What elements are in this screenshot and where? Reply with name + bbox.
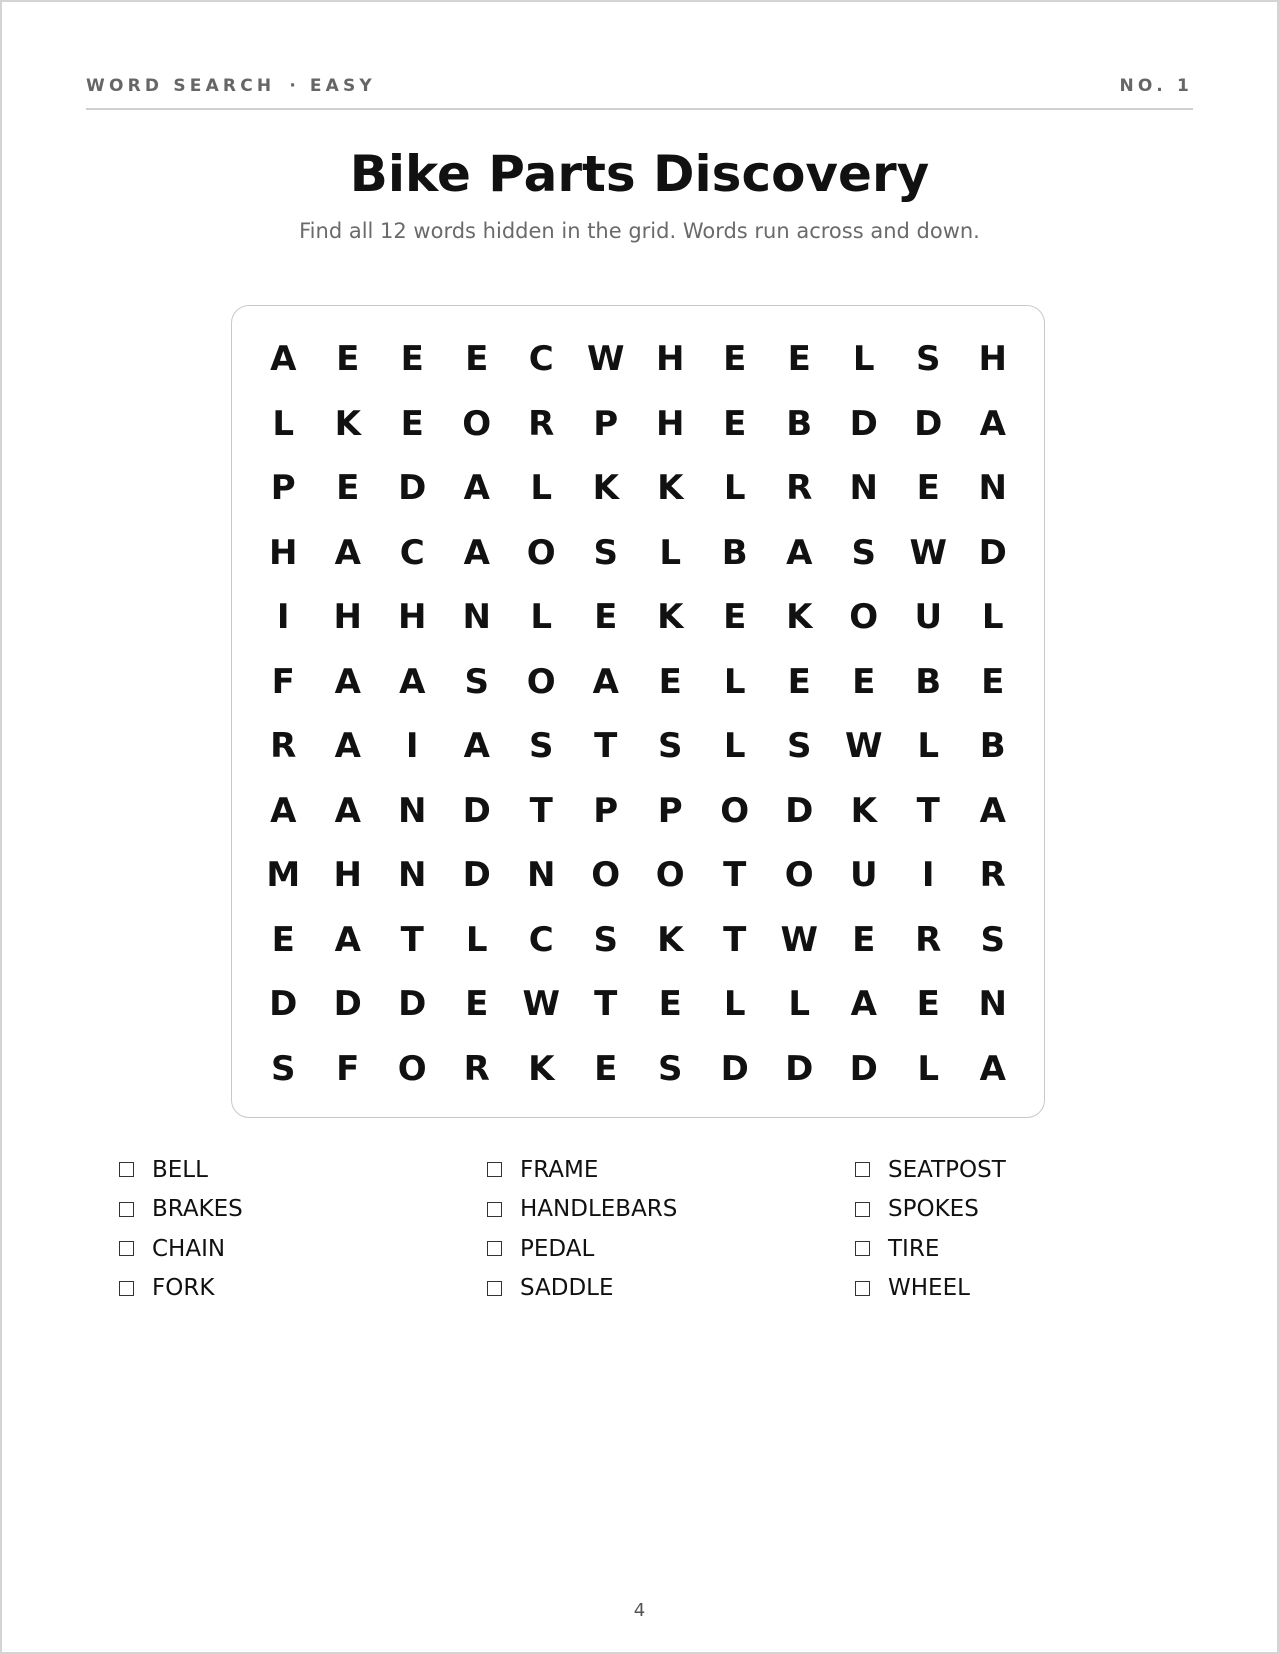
grid-cell[interactable]: A [463,532,490,573]
grid-cell[interactable]: N [978,984,1007,1025]
grid-cell[interactable]: K [592,468,619,509]
grid-cell[interactable]: C [528,339,554,380]
grid-cell[interactable]: A [463,726,490,767]
grid-cell[interactable]: L [917,726,940,767]
word-label: HANDLEBARS [520,1196,678,1223]
word-list-item [855,1150,1223,1190]
grid-cell[interactable]: K [786,597,813,638]
word-label: FRAME [520,1156,599,1183]
grid-cell[interactable]: W [909,532,947,573]
grid-cell[interactable]: E [658,984,682,1025]
grid-cell[interactable]: D [462,790,491,831]
grid-cell[interactable]: N [398,855,427,896]
puzzle-kicker [86,76,376,96]
grid-cell[interactable]: E [723,403,747,444]
grid-cell[interactable]: T [594,984,618,1025]
word-label: BRAKES [152,1196,243,1223]
word-label: SADDLE [520,1275,614,1302]
grid-cell[interactable]: P [270,468,296,509]
grid-cell[interactable]: O [397,1048,427,1089]
grid-cell[interactable]: B [721,532,748,573]
grid-cell[interactable]: K [850,790,877,831]
grid-cell[interactable]: H [269,532,298,573]
grid-cell[interactable]: H [656,339,685,380]
grid-cell[interactable]: H [333,855,362,896]
grid-cell[interactable]: W [522,984,560,1025]
grid-cell[interactable]: E [658,661,682,702]
grid-cell[interactable]: N [849,468,878,509]
grid-cell[interactable]: S [271,1048,296,1089]
grid-cell[interactable]: O [784,855,814,896]
word-list-item [487,1229,855,1269]
grid-cell[interactable]: O [591,855,621,896]
grid-cell[interactable]: T [723,855,747,896]
grid-cell[interactable]: L [723,468,746,509]
grid-cell[interactable]: F [271,661,295,702]
grid-cell[interactable]: P [657,790,683,831]
grid-cell[interactable]: A [399,661,426,702]
letter-grid [251,327,1025,1101]
kicker-separator: · [289,76,296,96]
grid-cell[interactable]: D [849,403,878,444]
grid-cell[interactable]: E [336,339,360,380]
word-label: FORK [152,1275,215,1302]
puzzle-type: WORD SEARCH [86,76,276,96]
word-checkbox[interactable] [487,1162,502,1177]
grid-cell[interactable]: B [786,403,813,444]
word-label: TIRE [888,1235,940,1262]
grid-cell[interactable]: S [916,339,941,380]
grid-cell[interactable]: D [269,984,298,1025]
grid-cell[interactable]: A [334,790,361,831]
grid-cell[interactable]: A [592,661,619,702]
grid-cell[interactable]: D [785,790,814,831]
grid-cell[interactable]: E [465,984,489,1025]
grid-cell[interactable]: A [850,984,877,1025]
grid-cell[interactable]: L [530,597,553,638]
grid-cell[interactable]: F [336,1048,360,1089]
grid-cell[interactable]: A [979,790,1006,831]
word-checkbox[interactable] [119,1162,134,1177]
grid-cell[interactable]: A [270,339,297,380]
grid-cell[interactable]: C [399,532,425,573]
word-list-item [119,1150,487,1190]
grid-cell[interactable]: A [334,919,361,960]
grid-cell[interactable]: D [849,1048,878,1089]
grid-cell[interactable]: E [852,919,876,960]
grid-cell[interactable]: A [270,790,297,831]
grid-cell[interactable]: E [400,339,424,380]
grid-cell[interactable]: A [334,532,361,573]
grid-cell[interactable]: O [526,661,556,702]
word-list-item [855,1190,1223,1230]
instructions: Find all 12 words hidden in the grid. Words run across and down. [299,219,980,243]
grid-cell[interactable]: H [333,597,362,638]
grid-cell[interactable]: O [849,597,879,638]
puzzle-number: NO. 1 [1119,76,1193,96]
grid-cell[interactable]: W [780,919,818,960]
grid-cell[interactable]: C [528,919,554,960]
grid-cell[interactable]: O [526,532,556,573]
word-label: SEATPOST [888,1156,1006,1183]
grid-cell[interactable]: L [272,403,295,444]
word-list-item [487,1269,855,1309]
grid-cell[interactable]: E [787,661,811,702]
word-checkbox[interactable] [855,1162,870,1177]
grid-cell[interactable]: D [398,984,427,1025]
grid-cell[interactable]: E [594,1048,618,1089]
grid-cell[interactable]: B [915,661,942,702]
grid-cell[interactable]: E [916,468,940,509]
word-checkbox[interactable] [119,1241,134,1256]
grid-cell[interactable]: A [786,532,813,573]
grid-cell[interactable]: K [528,1048,555,1089]
grid-cell[interactable]: E [723,597,747,638]
grid-cell[interactable]: R [915,919,942,960]
grid-cell[interactable]: D [462,855,491,896]
grid-cell[interactable]: S [658,726,683,767]
grid-cell[interactable]: B [979,726,1006,767]
grid-cell[interactable]: N [398,790,427,831]
word-label: BELL [152,1156,208,1183]
grid-cell[interactable]: P [593,403,619,444]
page-header [86,76,1193,110]
grid-cell[interactable]: W [844,726,883,767]
grid-cell[interactable]: K [657,919,684,960]
word-checkbox[interactable] [487,1281,502,1296]
grid-cell[interactable]: D [785,1048,814,1089]
grid-cell[interactable]: T [723,919,747,960]
grid-cell[interactable]: M [266,855,301,896]
grid-cell[interactable]: S [851,532,876,573]
word-label: PEDAL [520,1235,595,1262]
grid-cell[interactable]: H [978,339,1007,380]
word-checkbox[interactable] [119,1281,134,1296]
word-label: SPOKES [888,1196,979,1223]
grid-cell[interactable]: T [916,790,940,831]
word-label: CHAIN [152,1235,226,1262]
grid-cell[interactable]: T [400,919,424,960]
word-list-item [855,1229,1223,1269]
word-list-item [487,1190,855,1230]
grid-cell[interactable]: S [593,919,618,960]
word-checkbox[interactable] [855,1281,870,1296]
grid-cell[interactable]: O [462,403,492,444]
grid-cell[interactable]: S [464,661,489,702]
word-checkbox[interactable] [119,1202,134,1217]
grid-cell[interactable]: I [276,597,290,638]
grid-cell[interactable]: S [529,726,554,767]
grid-cell[interactable]: E [465,339,489,380]
grid-cell[interactable]: K [334,403,361,444]
grid-cell[interactable]: L [723,661,746,702]
grid-cell[interactable]: D [978,532,1007,573]
grid-cell[interactable]: L [465,919,488,960]
grid-cell[interactable]: A [334,726,361,767]
word-list-item [855,1269,1223,1309]
grid-cell[interactable]: R [979,855,1006,896]
grid-cell[interactable]: A [979,403,1006,444]
word-label: WHEEL [888,1275,970,1302]
grid-cell[interactable]: P [593,790,619,831]
grid-cell[interactable]: O [655,855,685,896]
grid-cell[interactable]: L [788,984,811,1025]
word-checkbox[interactable] [855,1202,870,1217]
grid-cell[interactable]: L [723,984,746,1025]
grid-cell[interactable]: E [400,403,424,444]
grid-cell[interactable]: D [914,403,943,444]
grid-cell[interactable]: E [981,661,1005,702]
grid-cell[interactable]: U [914,597,943,638]
word-list-item [487,1150,855,1190]
grid-cell[interactable]: L [530,468,553,509]
grid-cell[interactable]: N [527,855,556,896]
grid-cell[interactable]: R [528,403,555,444]
grid-cell[interactable]: U [849,855,878,896]
grid-cell[interactable]: E [852,661,876,702]
grid-cell[interactable]: L [917,1048,940,1089]
grid-cell[interactable]: E [723,339,747,380]
grid-cell[interactable]: H [656,403,685,444]
grid-cell[interactable]: A [463,468,490,509]
grid-cell[interactable]: S [593,532,618,573]
grid-cell[interactable]: E [336,468,360,509]
grid-cell[interactable]: L [723,726,746,767]
word-list [119,1150,1223,1308]
grid-cell[interactable]: W [586,339,625,380]
grid-cell[interactable]: O [720,790,750,831]
grid-cell[interactable]: S [980,919,1005,960]
word-list-item [119,1229,487,1269]
grid-cell[interactable]: R [463,1048,490,1089]
page-number: 4 [633,1600,646,1621]
grid-cell[interactable]: K [657,468,684,509]
word-list-item [119,1190,487,1230]
word-checkbox[interactable] [855,1241,870,1256]
grid-cell[interactable]: E [787,339,811,380]
grid-cell[interactable]: A [334,661,361,702]
grid-cell[interactable]: D [398,468,427,509]
grid-cell[interactable]: N [978,468,1007,509]
grid-cell[interactable]: N [462,597,491,638]
grid-cell[interactable]: I [405,726,419,767]
grid-cell[interactable]: K [657,597,684,638]
grid-cell[interactable]: I [921,855,935,896]
grid-cell[interactable]: S [787,726,812,767]
difficulty-label: EASY [309,76,376,96]
grid-cell[interactable]: T [529,790,553,831]
grid-cell[interactable]: S [658,1048,683,1089]
grid-cell[interactable]: L [852,339,875,380]
grid-cell[interactable]: D [720,1048,749,1089]
word-checkbox[interactable] [487,1241,502,1256]
grid-cell[interactable]: R [786,468,813,509]
page-title: Bike Parts Discovery [349,145,930,203]
grid-cell[interactable]: T [594,726,618,767]
grid-cell[interactable]: E [916,984,940,1025]
word-list-item [119,1269,487,1309]
grid-cell[interactable]: D [333,984,362,1025]
grid-cell[interactable]: L [659,532,682,573]
grid-cell[interactable]: A [979,1048,1006,1089]
grid-cell[interactable]: L [981,597,1004,638]
grid-cell[interactable]: R [270,726,297,767]
grid-cell[interactable]: E [271,919,295,960]
grid-cell[interactable]: H [398,597,427,638]
grid-cell[interactable]: E [594,597,618,638]
word-checkbox[interactable] [487,1202,502,1217]
